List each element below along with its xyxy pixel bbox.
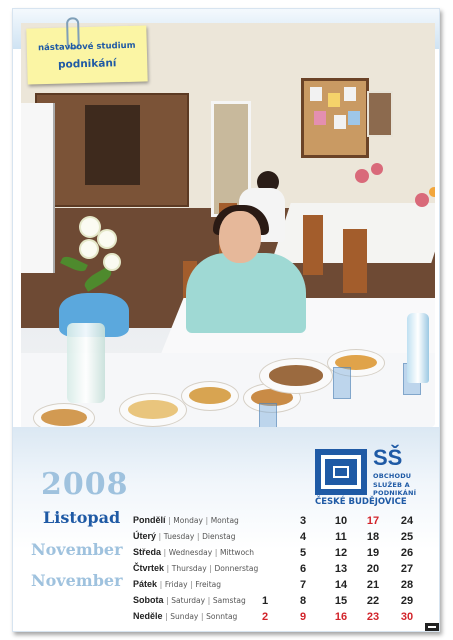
day-row xyxy=(133,547,254,563)
photo-person-front-body xyxy=(186,253,306,333)
month-name-german: November xyxy=(31,571,123,590)
date-cell: 3 xyxy=(299,515,307,527)
date-cell: 30 xyxy=(400,611,414,623)
separator: | xyxy=(187,580,196,589)
day-name-german: Donnerstag xyxy=(214,564,259,573)
school-logo xyxy=(315,445,433,507)
day-name-english: Saturday xyxy=(171,596,206,605)
day-row xyxy=(133,563,258,579)
day-name-german: Freitag xyxy=(195,580,222,589)
date-cell: 14 xyxy=(334,579,348,591)
calendar-page xyxy=(12,8,440,632)
separator: | xyxy=(157,580,165,589)
day-row xyxy=(133,515,239,531)
day-name-german: Sonntag xyxy=(206,612,238,621)
date-cell: 6 xyxy=(299,563,307,575)
photo-flower-pink xyxy=(371,163,383,175)
photo-flower xyxy=(105,255,119,269)
note-line-1: nástavbové studium xyxy=(37,40,136,54)
month-name-czech: Listopad xyxy=(43,508,121,527)
date-cell: 13 xyxy=(334,563,348,575)
day-name-english: Sunday xyxy=(170,612,199,621)
day-row xyxy=(133,611,237,627)
date-cell: 17 xyxy=(366,515,380,527)
year-label: 2008 xyxy=(41,467,129,502)
photo-person-front-head xyxy=(219,211,261,263)
photo-chair xyxy=(343,229,367,293)
corner-mark-icon xyxy=(425,623,439,631)
date-cell: 15 xyxy=(334,595,348,607)
date-cell: 16 xyxy=(334,611,348,623)
photo-classroom-buffet xyxy=(21,23,435,437)
day-name-english: Wednesday xyxy=(168,548,213,557)
date-cell: 28 xyxy=(400,579,414,591)
logo-line-1: OBCHODU xyxy=(373,472,412,480)
photo-picture-frame xyxy=(367,91,393,137)
photo-vase xyxy=(67,323,105,403)
date-cell: 24 xyxy=(400,515,414,527)
day-name-english: Tuesday xyxy=(163,532,195,541)
photo-glass xyxy=(333,367,351,399)
separator: | xyxy=(165,516,174,525)
photo-plate xyxy=(259,358,333,394)
day-name-czech: Čtvrtek xyxy=(133,563,165,573)
sticky-note xyxy=(26,25,147,84)
date-cell: 23 xyxy=(366,611,380,623)
photo-whiteboard xyxy=(21,103,55,273)
date-cell: 10 xyxy=(334,515,348,527)
separator: | xyxy=(161,548,169,557)
separator: | xyxy=(156,532,164,541)
photo-flower xyxy=(81,241,97,257)
day-name-german: Samstag xyxy=(212,596,246,605)
date-cell: 18 xyxy=(366,531,380,543)
date-cell: 19 xyxy=(366,547,380,559)
separator: | xyxy=(212,548,220,557)
photo-flower xyxy=(81,218,99,236)
separator: | xyxy=(206,564,215,573)
date-cell: 7 xyxy=(299,579,307,591)
photo-flower-pink xyxy=(355,169,369,183)
photo-cabinet xyxy=(35,93,189,207)
separator: | xyxy=(202,516,211,525)
separator: | xyxy=(162,612,171,621)
school-logo-icon xyxy=(315,449,367,495)
date-cell: 26 xyxy=(400,547,414,559)
date-cell: 1 xyxy=(261,595,269,607)
logo-line-2: SLUŽEB A PODNIKÁNÍ xyxy=(373,481,417,497)
day-name-german: Mittwoch xyxy=(220,548,255,557)
separator: | xyxy=(205,596,213,605)
date-cell: 2 xyxy=(261,611,269,623)
date-cell: 29 xyxy=(400,595,414,607)
date-cell: 11 xyxy=(335,531,347,543)
date-cell: 27 xyxy=(400,563,414,575)
photo-flower-pink xyxy=(415,193,429,207)
date-cell: 21 xyxy=(366,579,380,591)
day-name-czech: Pátek xyxy=(133,579,158,589)
date-cell: 4 xyxy=(299,531,307,543)
day-name-english: Thursday xyxy=(171,564,207,573)
day-row xyxy=(133,531,236,547)
calendar-section xyxy=(13,427,439,631)
date-cell: 9 xyxy=(299,611,307,623)
date-cell: 5 xyxy=(299,547,307,559)
day-name-czech: Středa xyxy=(133,547,162,557)
date-cell: 12 xyxy=(334,547,348,559)
day-row xyxy=(133,579,221,595)
date-cell: 22 xyxy=(366,595,380,607)
photo-chair xyxy=(303,215,323,275)
photo-corkboard xyxy=(301,78,369,158)
date-cell: 20 xyxy=(366,563,380,575)
separator: | xyxy=(198,612,207,621)
photo-plate xyxy=(181,381,239,411)
day-name-czech: Úterý xyxy=(133,531,157,541)
day-name-czech: Sobota xyxy=(133,595,164,605)
day-name-english: Friday xyxy=(164,580,188,589)
day-name-english: Monday xyxy=(173,516,203,525)
logo-city: ČESKÉ BUDĚJOVICE xyxy=(315,497,407,507)
separator: | xyxy=(194,532,203,541)
note-line-2: podnikání xyxy=(57,57,117,71)
day-name-german: Montag xyxy=(210,516,239,525)
photo-flower-orange xyxy=(429,187,435,197)
day-name-czech: Neděle xyxy=(133,611,163,621)
separator: | xyxy=(164,564,172,573)
month-name-english: November xyxy=(31,540,123,559)
day-row xyxy=(133,595,246,611)
photo-plate xyxy=(119,393,187,427)
logo-abbreviation: SŠ xyxy=(373,445,403,470)
date-cell: 8 xyxy=(299,595,307,607)
photo-water-bottle xyxy=(407,313,429,383)
day-name-czech: Pondělí xyxy=(133,515,166,525)
separator: | xyxy=(163,596,172,605)
day-name-german: Dienstag xyxy=(202,532,236,541)
photo-flower xyxy=(99,231,115,247)
date-cell: 25 xyxy=(400,531,414,543)
